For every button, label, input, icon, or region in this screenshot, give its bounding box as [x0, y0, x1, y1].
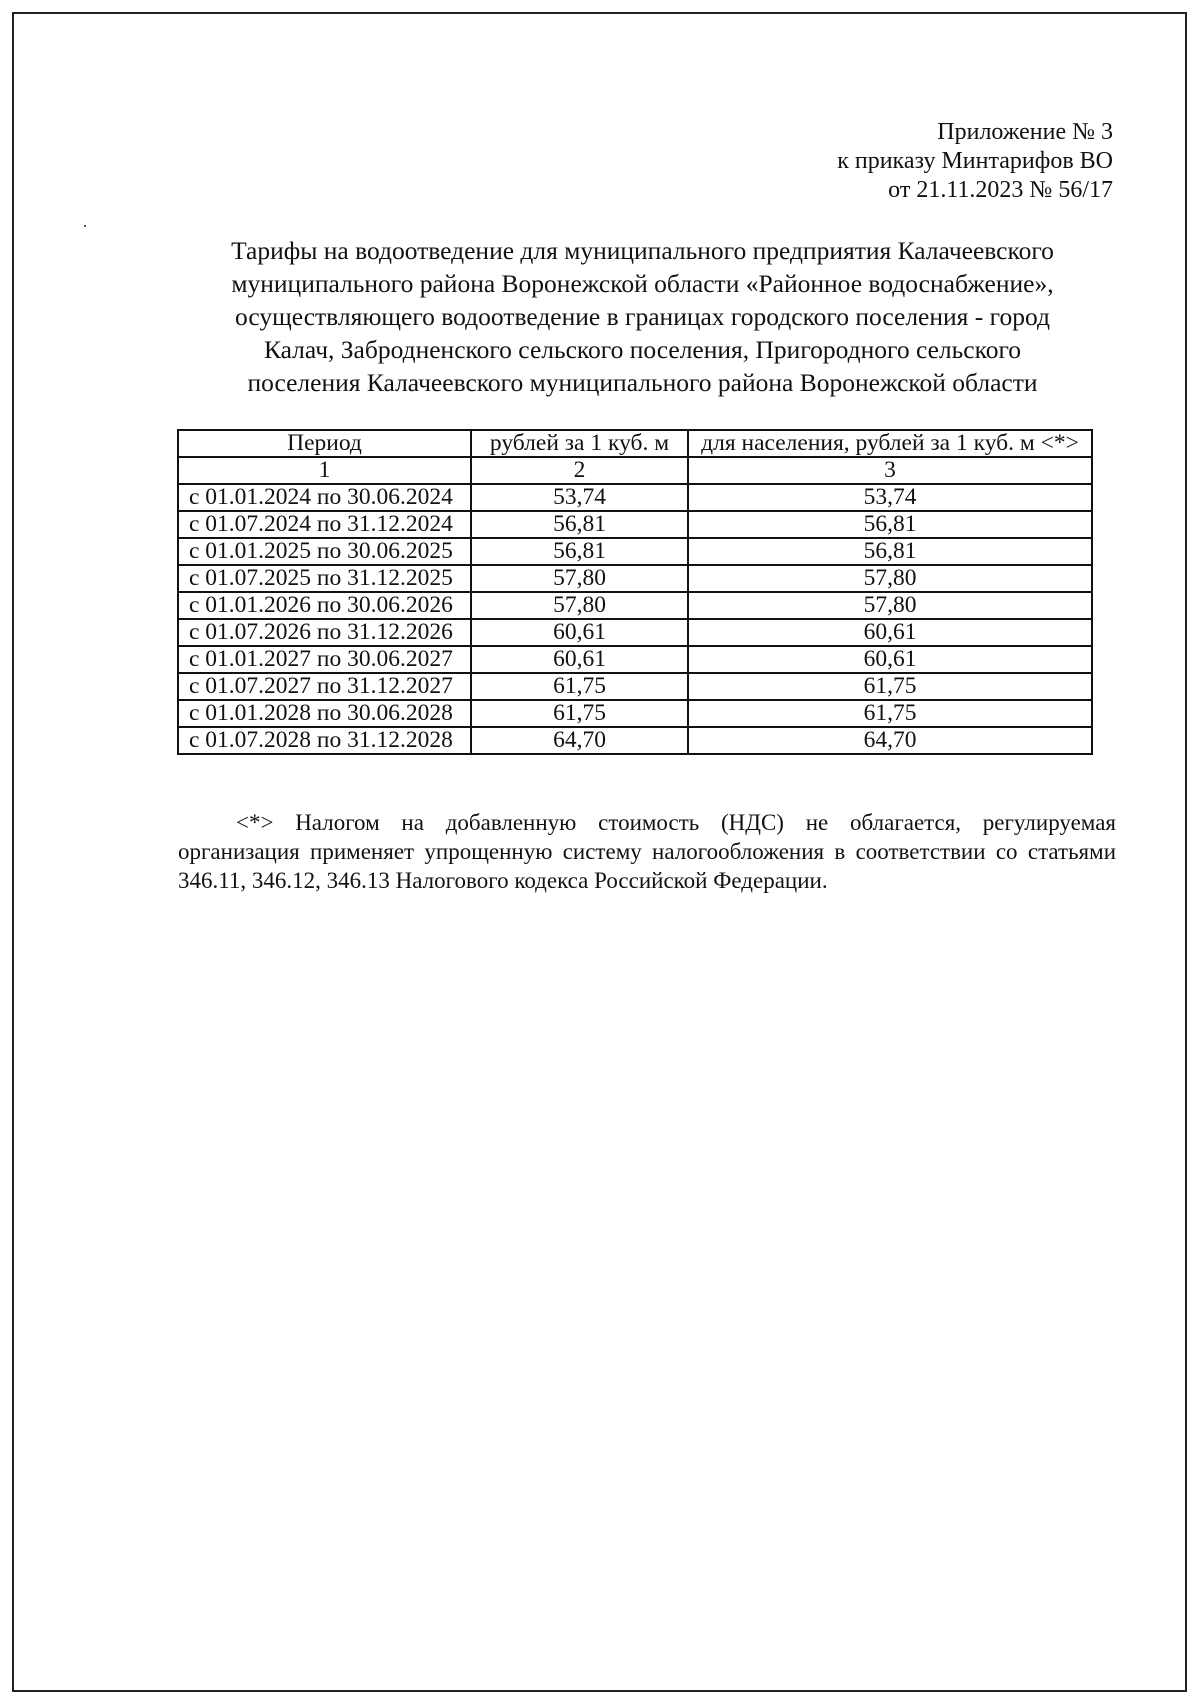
cell-population-rate: 64,70 — [688, 727, 1092, 754]
tariff-table-body — [178, 484, 1092, 754]
cell-rate: 61,75 — [471, 700, 688, 727]
column-number-row — [178, 457, 1092, 484]
appendix-order-date: от 21.11.2023 № 56/17 — [888, 177, 1113, 203]
footnote-line: 346.11, 346.12, 346.13 Налогового кодекса Российской Федерации. — [178, 868, 828, 893]
cell-period: с 01.07.2026 по 31.12.2026 — [178, 619, 471, 646]
title-line: муниципального района Воронежской области «Районное водоснабжение», — [231, 269, 1054, 298]
cell-period: с 01.07.2025 по 31.12.2025 — [178, 565, 471, 592]
cell-period: с 01.01.2027 по 30.06.2027 — [178, 646, 471, 673]
cell-rate: 60,61 — [471, 619, 688, 646]
footnote-line: <*> Налогом на добавленную стоимость (НДС) не облагается, регулируемая — [236, 810, 1116, 835]
cell-rate: 60,61 — [471, 646, 688, 673]
cell-rate: 61,75 — [471, 673, 688, 700]
cell-rate: 56,81 — [471, 538, 688, 565]
cell-period: с 01.07.2028 по 31.12.2028 — [178, 727, 471, 754]
table-row — [178, 538, 1092, 565]
cell-population-rate: 53,74 — [688, 484, 1092, 511]
cell-population-rate: 57,80 — [688, 565, 1092, 592]
table-row — [178, 673, 1092, 700]
table-row — [178, 619, 1092, 646]
table-row — [178, 592, 1092, 619]
cell-population-rate: 60,61 — [688, 646, 1092, 673]
header-rate: рублей за 1 куб. м — [471, 430, 688, 457]
scan-speck — [84, 225, 86, 227]
appendix-order-ref: к приказу Минтарифов ВО — [837, 148, 1113, 174]
header-period: Период — [178, 430, 471, 457]
title-line: Тарифы на водоотведение для муниципального предприятия Калачеевского — [231, 236, 1054, 265]
cell-period: с 01.01.2024 по 30.06.2024 — [178, 484, 471, 511]
cell-rate: 64,70 — [471, 727, 688, 754]
cell-period: с 01.07.2024 по 31.12.2024 — [178, 511, 471, 538]
table-row — [178, 511, 1092, 538]
cell-population-rate: 61,75 — [688, 700, 1092, 727]
table-row — [178, 484, 1092, 511]
cell-rate: 57,80 — [471, 592, 688, 619]
title-line: Калач, Забродненского сельского поселения, Пригородного сельского — [263, 335, 1022, 364]
appendix-header — [837, 118, 1113, 205]
cell-population-rate: 56,81 — [688, 511, 1092, 538]
cell-rate: 53,74 — [471, 484, 688, 511]
tariff-table — [177, 429, 1093, 755]
title-line: осуществляющего водоотведение в границах городского поселения - город — [235, 302, 1050, 331]
table-row — [178, 565, 1092, 592]
cell-population-rate: 57,80 — [688, 592, 1092, 619]
cell-period: с 01.01.2025 по 30.06.2025 — [178, 538, 471, 565]
column-number: 1 — [178, 457, 471, 484]
cell-period: с 01.01.2028 по 30.06.2028 — [178, 700, 471, 727]
cell-population-rate: 56,81 — [688, 538, 1092, 565]
table-row — [178, 700, 1092, 727]
cell-period: с 01.07.2027 по 31.12.2027 — [178, 673, 471, 700]
document-title — [170, 234, 1115, 399]
column-number: 3 — [688, 457, 1092, 484]
table-row — [178, 727, 1092, 754]
footnote — [178, 808, 1116, 895]
cell-period: с 01.01.2026 по 30.06.2026 — [178, 592, 471, 619]
header-population-rate: для населения, рублей за 1 куб. м <*> — [688, 430, 1092, 457]
cell-rate: 56,81 — [471, 511, 688, 538]
column-number: 2 — [471, 457, 688, 484]
footnote-line: организация применяет упрощенную систему налогообложения в соответствии со статьями — [178, 839, 1116, 864]
table-header-row — [178, 430, 1092, 457]
table-row — [178, 646, 1092, 673]
appendix-number: Приложение № 3 — [937, 119, 1113, 145]
cell-population-rate: 60,61 — [688, 619, 1092, 646]
cell-population-rate: 61,75 — [688, 673, 1092, 700]
title-line: поселения Калачеевского муниципального района Воронежской области — [247, 368, 1038, 397]
cell-rate: 57,80 — [471, 565, 688, 592]
